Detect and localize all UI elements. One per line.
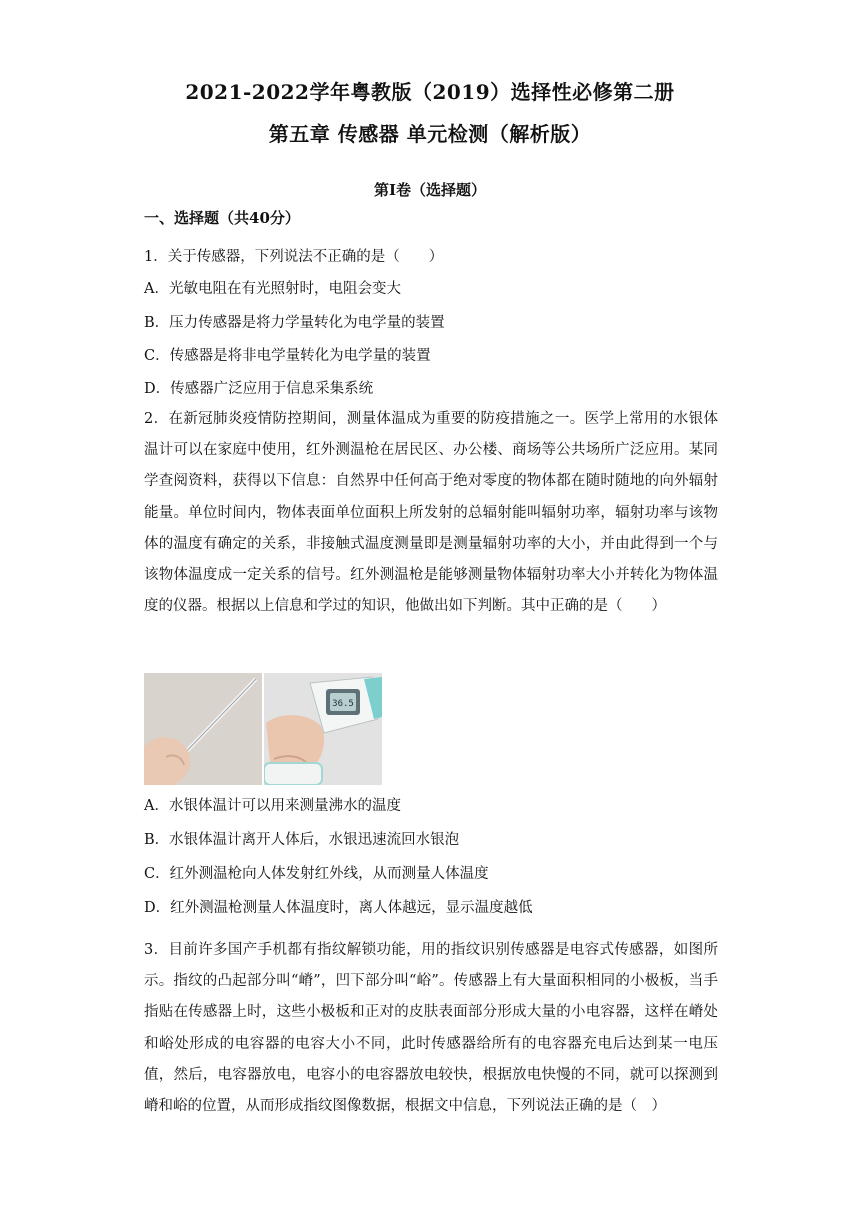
question-2-stem: 2．在新冠肺炎疫情防控期间，测量体温成为重要的防疫措施之一。医学上常用的水银体温计可以在家庭中使用，红外测温枪在居民区、办公楼、商场等公共场所广泛应用。某同学查阅资料，获得以下信息：自然界中任何高于绝对零度的物体都在随时随地的向外辐射能量。单位时间内，物体表面单位面积上所发射的总辐射能叫辐射功率，辐射功率与该物体的温度有确定的关系，非接触式温度测量即是测量辐射功率的大小，并由此得到一个与该物体温度成一定关系的信号。红外测温枪是能够测量物体辐射功率大小并转化为物体温度的仪器。根据以上信息和学过的知识，他做出如下判断。其中正确的是（ ） bbox=[144, 411, 718, 615]
question-1-stem: 1．关于传感器，下列说法不正确的是（ ） bbox=[144, 249, 444, 265]
chapter-title: 第五章 传感器 单元检测（解析版） bbox=[268, 122, 592, 146]
question-3-stem: 3．目前许多国产手机都有指纹解锁功能，用的指纹识别传感器是电容式传感器，如图所示。指纹的凸起部分叫“嵴”，凹下部分叫“峪”。传感器上有大量面积相同的小极板，当手指贴在传感器上时，这些小极板和正对的皮肤表面部分形成大量的小电容器，这样在嵴处和峪处形成的电容器的电容大小不同，此时传感器给所有的电容器充电后达到某一电压值，然后，电容器放电，电容小的电容器放电较快，根据放电快慢的不同，就可以探测到嵴和峪的位置，从而形成指纹图像数据，根据文中信息，下列说法正确的是（ ） bbox=[144, 942, 718, 1115]
document-title: 2021-2022学年粤教版（2019）选择性必修第二册 bbox=[185, 80, 675, 104]
question-2-option-d: D．红外测温枪测量人体温度时，离人体越远，显示温度越低 bbox=[144, 900, 533, 916]
question-1-option-b: B．压力传感器是将力学量转化为电学量的装置 bbox=[144, 315, 445, 331]
question-2-option-b: B．水银体温计离开人体后，水银迅速流回水银泡 bbox=[144, 832, 460, 848]
mercury-thermometer-photo bbox=[144, 673, 262, 785]
question-1-option-d: D．传感器广泛应用于信息采集系统 bbox=[144, 381, 374, 397]
thermometer-display-reading: 36.5 bbox=[332, 699, 354, 709]
question-2-figure bbox=[144, 673, 382, 785]
question-2-option-a: A．水银体温计可以用来测量沸水的温度 bbox=[144, 798, 401, 814]
part-heading: 一、选择题（共40分） bbox=[144, 209, 300, 227]
question-2-option-c: C．红外测温枪向人体发射红外线，从而测量人体温度 bbox=[144, 866, 489, 882]
infrared-thermometer-photo bbox=[264, 673, 382, 785]
question-1-option-c: C．传感器是将非电学量转化为电学量的装置 bbox=[144, 348, 431, 364]
volume-heading: 第Ⅰ卷（选择题） bbox=[373, 181, 487, 199]
question-1-option-a: A．光敏电阻在有光照射时，电阻会变大 bbox=[144, 281, 401, 297]
